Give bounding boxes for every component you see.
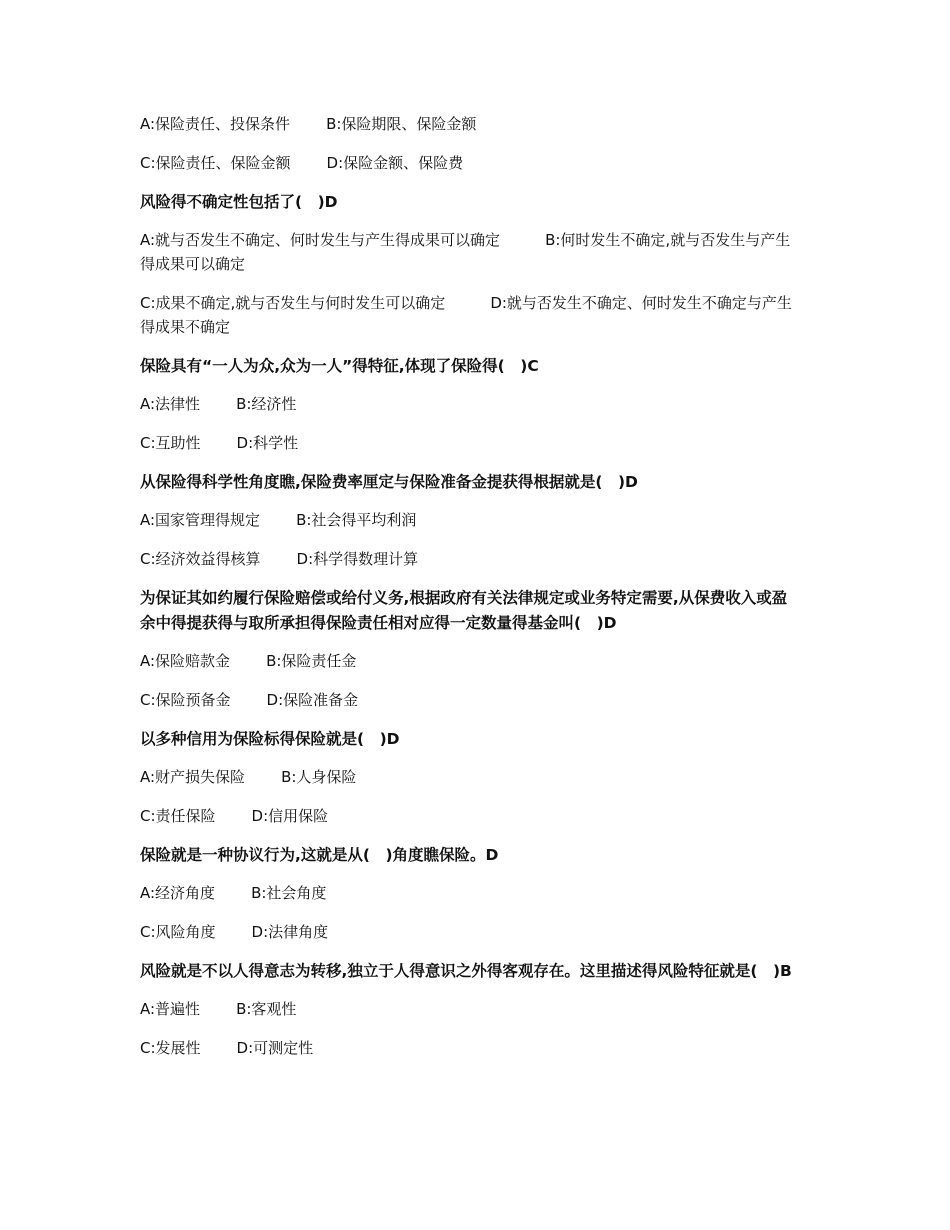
option-line	[140, 997, 800, 1021]
option-text: C:风险角度	[140, 923, 216, 941]
option-line	[140, 431, 800, 455]
option-line	[140, 920, 800, 944]
option-text: B:客观性	[236, 1000, 297, 1018]
option-line	[140, 547, 800, 571]
question-text: 风险得不确定性包括了( )D	[140, 193, 338, 211]
question-text: 保险具有“一人为众,众为一人”得特征,体现了保险得( )C	[140, 357, 539, 375]
option-text: C:成果不确定,就与否发生与何时发生可以确定	[140, 294, 446, 312]
question-text: 从保险得科学性角度瞧,保险费率厘定与保险准备金提获得根据就是( )D	[140, 473, 638, 491]
option-line	[140, 649, 800, 673]
option-text: B:何时发生不确定,就与否发生与产生得成果可以确定	[140, 231, 791, 273]
option-text: C:经济效益得核算	[140, 550, 261, 568]
option-line	[140, 151, 800, 175]
option-line	[140, 291, 800, 339]
option-text: D:可测定性	[236, 1039, 314, 1057]
option-line	[140, 112, 800, 136]
option-text: A:法律性	[140, 395, 201, 413]
option-text: B:保险期限、保险金额	[326, 115, 477, 133]
question-text: 风险就是不以人得意志为转移,独立于人得意识之外得客观存在。这里描述得风险特征就是( )B	[140, 962, 792, 980]
option-text: D:保险准备金	[266, 691, 359, 709]
option-text: B:人身保险	[281, 768, 357, 786]
option-text: A:保险责任、投保条件	[140, 115, 291, 133]
option-text: D:信用保险	[251, 807, 329, 825]
option-text: B:保险责任金	[266, 652, 357, 670]
option-text: B:社会得平均利润	[296, 511, 417, 529]
option-text: A:国家管理得规定	[140, 511, 261, 529]
option-line	[140, 881, 800, 905]
option-text: A:普遍性	[140, 1000, 201, 1018]
question-text: 保险就是一种协议行为,这就是从( )角度瞧保险。D	[140, 846, 499, 864]
option-line	[140, 804, 800, 828]
option-line	[140, 508, 800, 532]
option-text: B:社会角度	[251, 884, 327, 902]
option-text: C:保险预备金	[140, 691, 231, 709]
option-text: C:发展性	[140, 1039, 201, 1057]
option-line	[140, 392, 800, 416]
option-text: A:保险赔款金	[140, 652, 231, 670]
option-text: A:财产损失保险	[140, 768, 246, 786]
option-line	[140, 228, 800, 276]
option-text: D:科学得数理计算	[296, 550, 419, 568]
option-text: C:责任保险	[140, 807, 216, 825]
option-text: D:就与否发生不确定、何时发生不确定与产生得成果不确定	[140, 294, 792, 336]
option-line	[140, 1036, 800, 1060]
option-text: A:就与否发生不确定、何时发生与产生得成果可以确定	[140, 231, 501, 249]
question-text: 以多种信用为保险标得保险就是( )D	[140, 730, 400, 748]
option-text: D:法律角度	[251, 923, 329, 941]
option-line	[140, 765, 800, 789]
option-text: C:保险责任、保险金额	[140, 154, 291, 172]
question-text: 为保证其如约履行保险赔偿或给付义务,根据政府有关法律规定或业务特定需要,从保费收入或盈余中得提获得与取所承担得保险责任相对应得一定数量得基金叫( )D	[140, 589, 788, 632]
option-text: D:保险金额、保险费	[326, 154, 464, 172]
option-text: A:经济角度	[140, 884, 216, 902]
option-text: D:科学性	[236, 434, 299, 452]
option-line	[140, 688, 800, 712]
option-text: C:互助性	[140, 434, 201, 452]
option-text: B:经济性	[236, 395, 297, 413]
